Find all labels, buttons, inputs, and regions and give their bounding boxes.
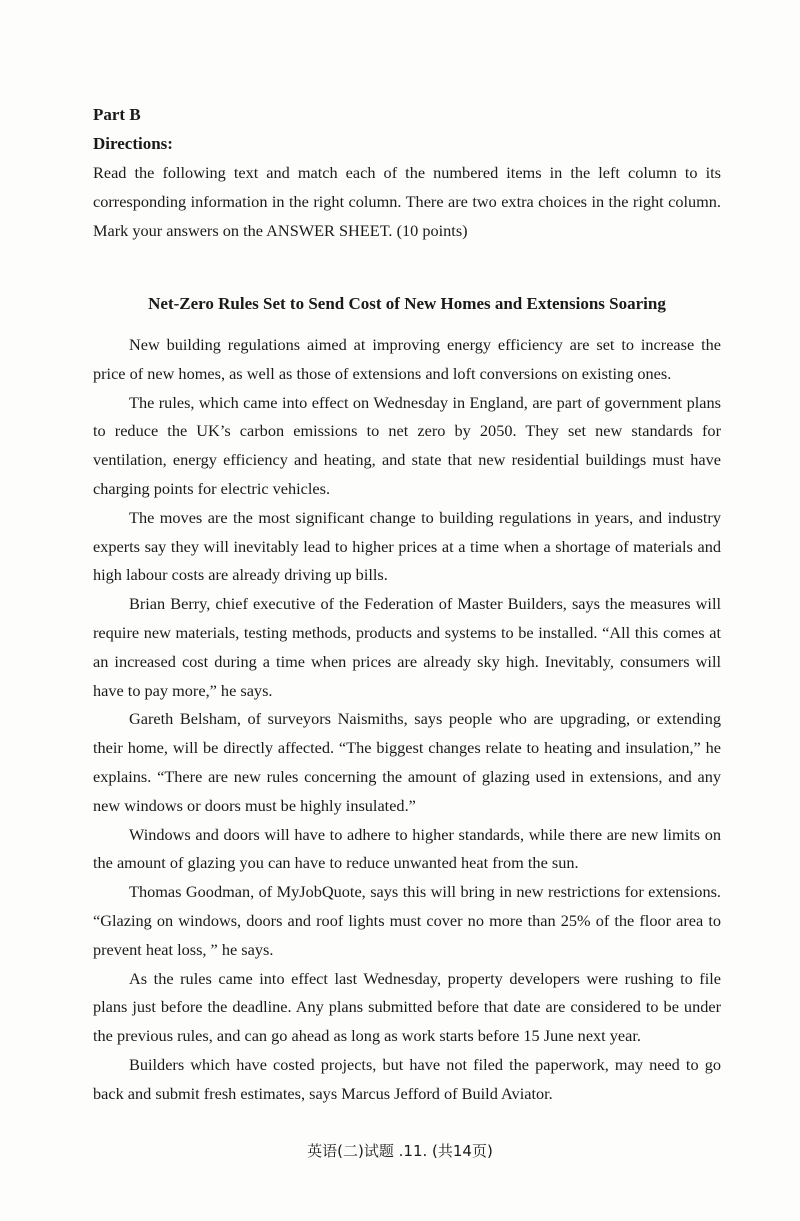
article-paragraph: Builders which have costed projects, but have not filed the paperwork, may need to go back and submit fresh estimates, says Marcus Jefford of Build Aviator.	[93, 1054, 721, 1103]
part-title: Part B	[93, 105, 141, 124]
article-paragraph: As the rules came into effect last Wednesday, property developers were rushing to file plans just before the deadline. Any plans submitted before that date are considered to be under the previous rules, and can go ahead as long as work starts before 15 June next year.	[93, 968, 721, 1046]
directions-text: Read the following text and match each of the numbered items in the left column to its corresponding information in the right column. There are two extra choices in the right column. Mark your answers on the ANSWER SHEET. (10 points)	[93, 163, 721, 240]
page-footer: 英语(二)试题 .11. (共14页)	[307, 1142, 493, 1160]
directions-label: Directions:	[93, 134, 173, 153]
article-paragraph: Brian Berry, chief executive of the Federation of Master Builders, says the measures will require new materials, testing methods, products and systems to be installed. “All this comes at an increased cost during a time when prices are already sky high. Inevitably, consumers will have to pay more,” he says.	[93, 594, 721, 700]
article-paragraph: New building regulations aimed at improving energy efficiency are set to increase the price of new homes, as well as those of extensions and loft conversions on existing ones.	[93, 335, 721, 383]
page-content	[93, 100, 721, 1109]
article-paragraph: The rules, which came into effect on Wednesday in England, are part of government plans to reduce the UK’s carbon emissions to net zero by 2050. They set new standards for ventilation, energy efficiency and heating, and state that new residential buildings must have charging points for electric vehicles.	[93, 392, 721, 498]
article-paragraph: Thomas Goodman, of MyJobQuote, says this will bring in new restrictions for extensions. “Glazing on windows, doors and roof lights must cover no more than 25% of the floor area to prevent heat loss, ” he says.	[93, 882, 721, 959]
article-title: Net-Zero Rules Set to Send Cost of New Homes and Extensions Soaring	[148, 294, 666, 313]
article-paragraph: Windows and doors will have to adhere to higher standards, while there are new limits on the amount of glazing you can have to reduce unwanted heat from the sun.	[93, 824, 721, 873]
article-paragraph: Gareth Belsham, of surveyors Naismiths, says people who are upgrading, or extending their home, will be directly affected. “The biggest changes relate to heating and insulation,” he explains. “There are new rules concerning the amount of glazing used in extensions, and any new windows or doors must be highly insulated.”	[93, 709, 721, 815]
article-paragraph: The moves are the most significant change to building regulations in years, and industry experts say they will inevitably lead to higher prices at a time when a shortage of materials and high labour costs are already driving up bills.	[93, 507, 721, 585]
